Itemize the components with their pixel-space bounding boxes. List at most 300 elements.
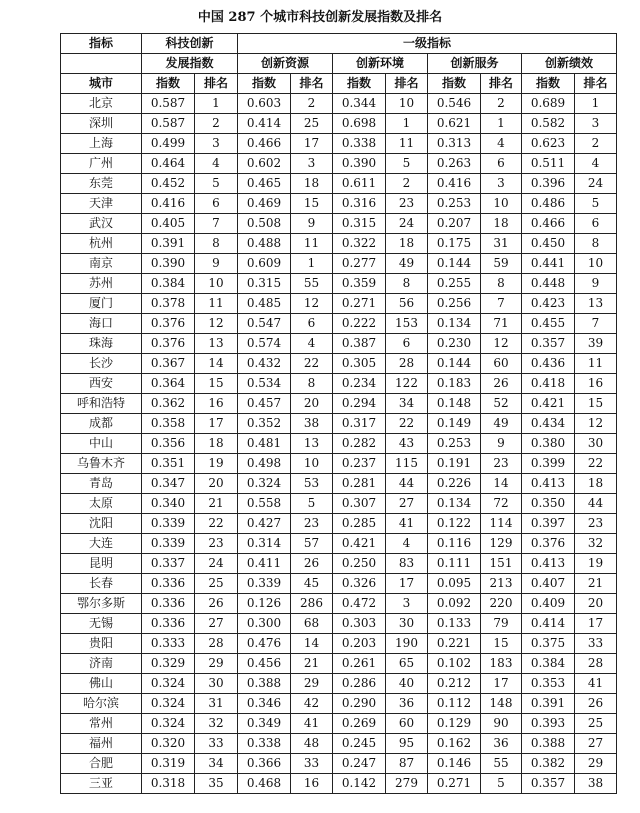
rank-cell: 4: [481, 134, 522, 154]
index-cell: 0.448: [522, 274, 575, 294]
rank-cell: 213: [481, 574, 522, 594]
rank-cell: 45: [291, 574, 333, 594]
table-row: [61, 454, 617, 474]
index-cell: 0.432: [238, 354, 291, 374]
rank-cell: 7: [481, 294, 522, 314]
index-cell: 0.222: [333, 314, 386, 334]
index-cell: 0.146: [428, 754, 481, 774]
index-cell: 0.380: [522, 434, 575, 454]
rank-cell: 32: [575, 534, 617, 554]
rank-cell: 34: [195, 754, 238, 774]
rank-cell: 52: [481, 394, 522, 414]
index-cell: 0.315: [238, 274, 291, 294]
rank-cell: 79: [481, 614, 522, 634]
table-row: [61, 214, 617, 234]
index-cell: 0.324: [142, 714, 195, 734]
index-cell: 0.405: [142, 214, 195, 234]
index-cell: 0.558: [238, 494, 291, 514]
rank-cell: 21: [575, 574, 617, 594]
index-cell: 0.421: [333, 534, 386, 554]
rank-cell: 153: [386, 314, 428, 334]
index-cell: 0.391: [142, 234, 195, 254]
col-index: 指数: [333, 74, 386, 94]
rank-cell: 114: [481, 514, 522, 534]
rank-cell: 15: [575, 394, 617, 414]
city-cell: 珠海: [61, 334, 142, 354]
index-cell: 0.134: [428, 494, 481, 514]
rank-cell: 33: [195, 734, 238, 754]
table-row: [61, 194, 617, 214]
index-cell: 0.307: [333, 494, 386, 514]
index-cell: 0.413: [522, 554, 575, 574]
table-row: [61, 134, 617, 154]
rank-cell: 17: [195, 414, 238, 434]
rank-cell: 18: [291, 174, 333, 194]
index-cell: 0.221: [428, 634, 481, 654]
index-cell: 0.603: [238, 94, 291, 114]
rank-cell: 4: [575, 154, 617, 174]
index-cell: 0.456: [238, 654, 291, 674]
index-cell: 0.388: [522, 734, 575, 754]
table-row: [61, 354, 617, 374]
index-cell: 0.388: [238, 674, 291, 694]
index-cell: 0.413: [522, 474, 575, 494]
rank-cell: 10: [575, 254, 617, 274]
city-cell: 昆明: [61, 554, 142, 574]
rank-cell: 16: [575, 374, 617, 394]
rank-cell: 56: [386, 294, 428, 314]
city-cell: 呼和浩特: [61, 394, 142, 414]
index-cell: 0.285: [333, 514, 386, 534]
index-cell: 0.092: [428, 594, 481, 614]
ranking-table: [60, 33, 617, 794]
rank-cell: 11: [291, 234, 333, 254]
rank-cell: 14: [195, 354, 238, 374]
col-index: 指数: [142, 74, 195, 94]
rank-cell: 2: [575, 134, 617, 154]
index-cell: 0.347: [142, 474, 195, 494]
rank-cell: 30: [195, 674, 238, 694]
city-cell: 济南: [61, 654, 142, 674]
rank-cell: 18: [481, 214, 522, 234]
index-cell: 0.122: [428, 514, 481, 534]
rank-cell: 23: [386, 194, 428, 214]
index-cell: 0.441: [522, 254, 575, 274]
city-cell: 武汉: [61, 214, 142, 234]
index-cell: 0.230: [428, 334, 481, 354]
index-cell: 0.390: [333, 154, 386, 174]
rank-cell: 1: [195, 94, 238, 114]
index-cell: 0.378: [142, 294, 195, 314]
header-composite-line1: 科技创新: [142, 34, 238, 54]
index-cell: 0.511: [522, 154, 575, 174]
rank-cell: 68: [291, 614, 333, 634]
index-cell: 0.126: [238, 594, 291, 614]
city-cell: 鄂尔多斯: [61, 594, 142, 614]
city-cell: 三亚: [61, 774, 142, 794]
table-row: [61, 234, 617, 254]
index-cell: 0.407: [522, 574, 575, 594]
rank-cell: 17: [386, 574, 428, 594]
rank-cell: 13: [195, 334, 238, 354]
index-cell: 0.357: [522, 774, 575, 794]
index-cell: 0.344: [333, 94, 386, 114]
rank-cell: 65: [386, 654, 428, 674]
index-cell: 0.416: [142, 194, 195, 214]
index-cell: 0.353: [522, 674, 575, 694]
index-cell: 0.399: [522, 454, 575, 474]
index-cell: 0.534: [238, 374, 291, 394]
index-cell: 0.303: [333, 614, 386, 634]
rank-cell: 2: [291, 94, 333, 114]
index-cell: 0.338: [333, 134, 386, 154]
index-cell: 0.367: [142, 354, 195, 374]
rank-cell: 5: [481, 774, 522, 794]
table-row: [61, 334, 617, 354]
rank-cell: 33: [575, 634, 617, 654]
index-cell: 0.191: [428, 454, 481, 474]
rank-cell: 12: [575, 414, 617, 434]
rank-cell: 6: [481, 154, 522, 174]
rank-cell: 32: [195, 714, 238, 734]
index-cell: 0.488: [238, 234, 291, 254]
rank-cell: 29: [291, 674, 333, 694]
header-composite-line2: 发展指数: [142, 54, 238, 74]
index-cell: 0.508: [238, 214, 291, 234]
index-cell: 0.414: [522, 614, 575, 634]
index-cell: 0.290: [333, 694, 386, 714]
table-row: [61, 754, 617, 774]
rank-cell: 40: [386, 674, 428, 694]
table-row: [61, 374, 617, 394]
index-cell: 0.391: [522, 694, 575, 714]
index-cell: 0.396: [522, 174, 575, 194]
rank-cell: 72: [481, 494, 522, 514]
rank-cell: 10: [481, 194, 522, 214]
index-cell: 0.546: [428, 94, 481, 114]
index-cell: 0.253: [428, 434, 481, 454]
index-cell: 0.339: [238, 574, 291, 594]
index-cell: 0.485: [238, 294, 291, 314]
rank-cell: 220: [481, 594, 522, 614]
rank-cell: 30: [386, 614, 428, 634]
index-cell: 0.183: [428, 374, 481, 394]
table-row: [61, 114, 617, 134]
rank-cell: 49: [481, 414, 522, 434]
rank-cell: 22: [575, 454, 617, 474]
index-cell: 0.144: [428, 354, 481, 374]
index-cell: 0.469: [238, 194, 291, 214]
rank-cell: 57: [291, 534, 333, 554]
index-cell: 0.466: [238, 134, 291, 154]
index-cell: 0.234: [333, 374, 386, 394]
index-cell: 0.133: [428, 614, 481, 634]
rank-cell: 5: [386, 154, 428, 174]
header-indicator: 指标: [61, 34, 142, 54]
index-cell: 0.423: [522, 294, 575, 314]
rank-cell: 286: [291, 594, 333, 614]
index-cell: 0.390: [142, 254, 195, 274]
index-cell: 0.318: [142, 774, 195, 794]
rank-cell: 11: [195, 294, 238, 314]
rank-cell: 87: [386, 754, 428, 774]
rank-cell: 21: [291, 654, 333, 674]
rank-cell: 16: [291, 774, 333, 794]
index-cell: 0.602: [238, 154, 291, 174]
rank-cell: 23: [575, 514, 617, 534]
index-cell: 0.175: [428, 234, 481, 254]
index-cell: 0.286: [333, 674, 386, 694]
table-row: [61, 634, 617, 654]
index-cell: 0.317: [333, 414, 386, 434]
rank-cell: 1: [291, 254, 333, 274]
table-row: [61, 434, 617, 454]
table-row: [61, 674, 617, 694]
rank-cell: 28: [386, 354, 428, 374]
rank-cell: 29: [195, 654, 238, 674]
table-row: [61, 574, 617, 594]
rank-cell: 22: [195, 514, 238, 534]
rank-cell: 29: [575, 754, 617, 774]
rank-cell: 13: [291, 434, 333, 454]
rank-cell: 83: [386, 554, 428, 574]
city-cell: 哈尔滨: [61, 694, 142, 714]
rank-cell: 60: [386, 714, 428, 734]
rank-cell: 12: [195, 314, 238, 334]
index-cell: 0.134: [428, 314, 481, 334]
table-row: [61, 154, 617, 174]
rank-cell: 25: [195, 574, 238, 594]
rank-cell: 6: [195, 194, 238, 214]
index-cell: 0.245: [333, 734, 386, 754]
rank-cell: 27: [386, 494, 428, 514]
index-cell: 0.316: [333, 194, 386, 214]
rank-cell: 20: [575, 594, 617, 614]
city-cell: 合肥: [61, 754, 142, 774]
header-level1: 一级指标: [238, 34, 617, 54]
city-cell: 福州: [61, 734, 142, 754]
rank-cell: 38: [575, 774, 617, 794]
index-cell: 0.466: [522, 214, 575, 234]
rank-cell: 44: [575, 494, 617, 514]
index-cell: 0.375: [522, 634, 575, 654]
city-cell: 中山: [61, 434, 142, 454]
city-cell: 天津: [61, 194, 142, 214]
city-cell: 杭州: [61, 234, 142, 254]
rank-cell: 14: [481, 474, 522, 494]
index-cell: 0.294: [333, 394, 386, 414]
index-cell: 0.261: [333, 654, 386, 674]
rank-cell: 16: [195, 394, 238, 414]
city-cell: 长沙: [61, 354, 142, 374]
city-cell: 深圳: [61, 114, 142, 134]
rank-cell: 17: [575, 614, 617, 634]
index-cell: 0.362: [142, 394, 195, 414]
rank-cell: 5: [291, 494, 333, 514]
rank-cell: 279: [386, 774, 428, 794]
index-cell: 0.376: [522, 534, 575, 554]
rank-cell: 39: [575, 334, 617, 354]
index-cell: 0.376: [142, 314, 195, 334]
col-rank: 排名: [291, 74, 333, 94]
table-row: [61, 594, 617, 614]
index-cell: 0.277: [333, 254, 386, 274]
index-cell: 0.320: [142, 734, 195, 754]
rank-cell: 10: [291, 454, 333, 474]
city-cell: 成都: [61, 414, 142, 434]
city-cell: 长春: [61, 574, 142, 594]
index-cell: 0.623: [522, 134, 575, 154]
rank-cell: 42: [291, 694, 333, 714]
rank-cell: 25: [575, 714, 617, 734]
rank-cell: 48: [291, 734, 333, 754]
rank-cell: 22: [386, 414, 428, 434]
rank-cell: 24: [575, 174, 617, 194]
index-cell: 0.698: [333, 114, 386, 134]
city-cell: 上海: [61, 134, 142, 154]
index-cell: 0.621: [428, 114, 481, 134]
city-cell: 大连: [61, 534, 142, 554]
table-row: [61, 494, 617, 514]
index-cell: 0.263: [428, 154, 481, 174]
rank-cell: 33: [291, 754, 333, 774]
index-cell: 0.457: [238, 394, 291, 414]
index-cell: 0.452: [142, 174, 195, 194]
index-cell: 0.269: [333, 714, 386, 734]
index-cell: 0.366: [238, 754, 291, 774]
table-row: [61, 614, 617, 634]
index-cell: 0.481: [238, 434, 291, 454]
rank-cell: 24: [386, 214, 428, 234]
rank-cell: 4: [386, 534, 428, 554]
index-cell: 0.427: [238, 514, 291, 534]
index-cell: 0.384: [142, 274, 195, 294]
rank-cell: 151: [481, 554, 522, 574]
index-cell: 0.582: [522, 114, 575, 134]
index-cell: 0.476: [238, 634, 291, 654]
table-row: [61, 554, 617, 574]
rank-cell: 26: [481, 374, 522, 394]
index-cell: 0.574: [238, 334, 291, 354]
table-row: [61, 514, 617, 534]
city-cell: 海口: [61, 314, 142, 334]
city-cell: 苏州: [61, 274, 142, 294]
col-index: 指数: [238, 74, 291, 94]
index-cell: 0.250: [333, 554, 386, 574]
index-cell: 0.226: [428, 474, 481, 494]
index-cell: 0.376: [142, 334, 195, 354]
index-cell: 0.455: [522, 314, 575, 334]
rank-cell: 6: [575, 214, 617, 234]
rank-cell: 10: [386, 94, 428, 114]
rank-cell: 26: [195, 594, 238, 614]
index-cell: 0.611: [333, 174, 386, 194]
index-cell: 0.350: [522, 494, 575, 514]
index-cell: 0.329: [142, 654, 195, 674]
rank-cell: 15: [481, 634, 522, 654]
index-cell: 0.364: [142, 374, 195, 394]
index-cell: 0.498: [238, 454, 291, 474]
rank-cell: 18: [575, 474, 617, 494]
rank-cell: 122: [386, 374, 428, 394]
index-cell: 0.472: [333, 594, 386, 614]
index-cell: 0.315: [333, 214, 386, 234]
header-group-environment: 创新环境: [333, 54, 428, 74]
rank-cell: 53: [291, 474, 333, 494]
index-cell: 0.322: [333, 234, 386, 254]
index-cell: 0.203: [333, 634, 386, 654]
index-cell: 0.142: [333, 774, 386, 794]
table-row: [61, 714, 617, 734]
rank-cell: 3: [386, 594, 428, 614]
rank-cell: 27: [195, 614, 238, 634]
table-row: [61, 274, 617, 294]
index-cell: 0.111: [428, 554, 481, 574]
rank-cell: 20: [195, 474, 238, 494]
index-cell: 0.547: [238, 314, 291, 334]
rank-cell: 2: [481, 94, 522, 114]
index-cell: 0.162: [428, 734, 481, 754]
index-cell: 0.319: [142, 754, 195, 774]
city-cell: 沈阳: [61, 514, 142, 534]
index-cell: 0.336: [142, 614, 195, 634]
rank-cell: 11: [386, 134, 428, 154]
index-cell: 0.256: [428, 294, 481, 314]
rank-cell: 6: [386, 334, 428, 354]
rank-cell: 15: [195, 374, 238, 394]
index-cell: 0.346: [238, 694, 291, 714]
index-cell: 0.207: [428, 214, 481, 234]
rank-cell: 148: [481, 694, 522, 714]
table-title: 中国 287 个城市科技创新发展指数及排名: [197, 10, 443, 25]
rank-cell: 3: [575, 114, 617, 134]
header-group-service: 创新服务: [428, 54, 522, 74]
table-row: [61, 314, 617, 334]
rank-cell: 20: [291, 394, 333, 414]
index-cell: 0.689: [522, 94, 575, 114]
index-cell: 0.314: [238, 534, 291, 554]
rank-cell: 25: [291, 114, 333, 134]
rank-cell: 129: [481, 534, 522, 554]
rank-cell: 3: [481, 174, 522, 194]
index-cell: 0.587: [142, 94, 195, 114]
index-cell: 0.436: [522, 354, 575, 374]
city-cell: 北京: [61, 94, 142, 114]
index-cell: 0.149: [428, 414, 481, 434]
rank-cell: 44: [386, 474, 428, 494]
city-cell: 太原: [61, 494, 142, 514]
rank-cell: 17: [291, 134, 333, 154]
index-cell: 0.351: [142, 454, 195, 474]
index-cell: 0.358: [142, 414, 195, 434]
header-group-performance: 创新绩效: [522, 54, 617, 74]
rank-cell: 7: [575, 314, 617, 334]
table-row: [61, 294, 617, 314]
rank-cell: 8: [386, 274, 428, 294]
city-cell: 佛山: [61, 674, 142, 694]
table-row: [61, 774, 617, 794]
index-cell: 0.271: [428, 774, 481, 794]
table-row: [61, 534, 617, 554]
rank-cell: 11: [575, 354, 617, 374]
rank-cell: 41: [291, 714, 333, 734]
city-cell: 西安: [61, 374, 142, 394]
table-row: [61, 414, 617, 434]
index-cell: 0.144: [428, 254, 481, 274]
rank-cell: 4: [195, 154, 238, 174]
index-cell: 0.300: [238, 614, 291, 634]
index-cell: 0.095: [428, 574, 481, 594]
